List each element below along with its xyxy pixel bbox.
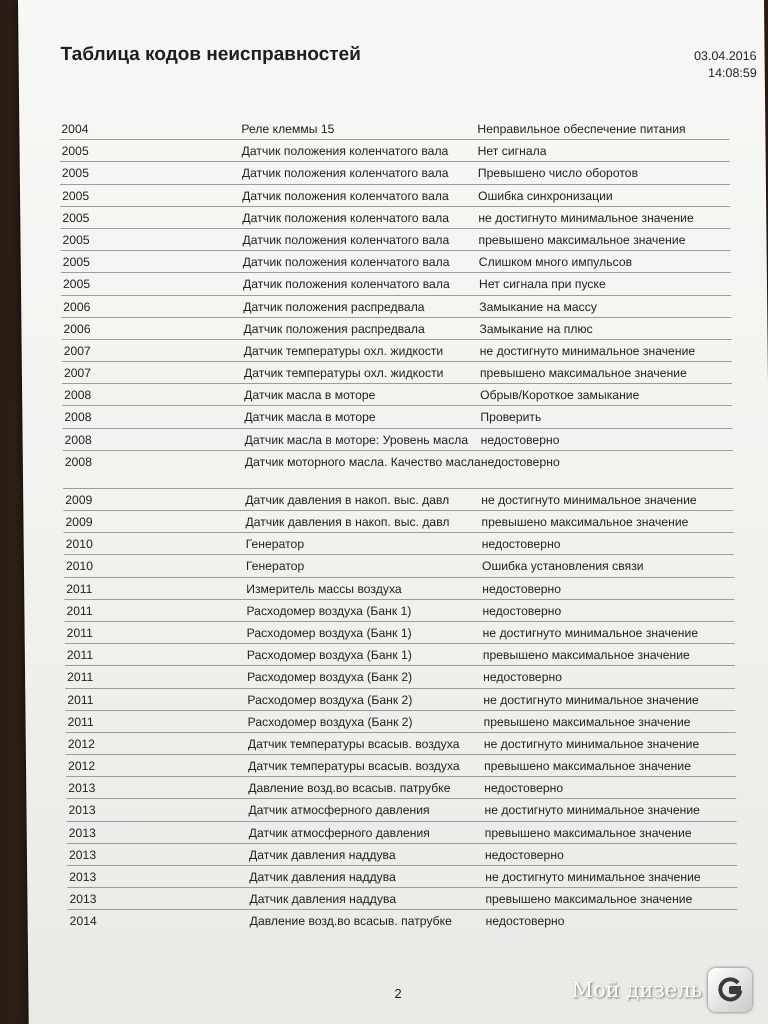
table-row [65,689,735,711]
fault-code: 2009 [65,492,93,507]
fault-code: 2011 [66,625,93,640]
table-row [65,711,735,733]
fault-description: Ошибка установления связи [481,559,644,574]
table-row [64,533,734,555]
table-row [67,844,737,866]
fault-code: 2014 [69,914,97,929]
fault-code: 2010 [65,537,93,552]
component-name: Датчик давления в накоп. выс. давл [245,515,450,529]
fault-description: превышено максимальное значение [479,366,687,381]
component-name: Датчик давления в накоп. выс. давл [245,492,450,507]
component-name: Расходомер воздуха (Банк 2) [247,692,413,707]
table-row [67,822,737,844]
table-row [60,185,730,207]
fault-code: 2013 [68,781,96,796]
component-name: Датчик температуры всасыв. воздуха [247,759,460,774]
fault-description: Слишком много импульсов [478,255,633,270]
table-row [64,600,734,622]
component-name: Датчик атмосферного давления [248,825,430,840]
fault-code: 2008 [64,410,92,425]
fault-description: недостоверно [483,670,563,685]
table-row [66,755,736,777]
fault-code-table [59,118,738,933]
table-row [59,118,729,140]
fault-description: Замыкание на массу [479,299,597,314]
watermark-text: Мой дизель [571,978,702,1002]
component-name: Генератор [245,537,305,552]
fault-code: 2005 [61,188,90,203]
fault-description: не достигнуто минимальное значение [482,625,699,640]
fault-code: 2011 [66,603,93,618]
component-name: Расходомер воздуха (Банк 2) [247,714,413,729]
fault-description: превышено максимальное значение [481,515,689,529]
print-timestamp [694,48,757,82]
component-name: Расходомер воздуха (Банк 1) [246,648,412,663]
fault-description: превышено максимальное значение [483,759,692,774]
table-row [61,273,731,295]
fault-description: недостоверно [484,847,564,862]
fault-description: Ошибка синхронизации [477,188,613,203]
component-name: Датчик температуры всасыв. воздуха [247,736,460,751]
table-row [59,140,729,162]
table-row [61,318,731,340]
fault-description: не достигнуто минимальное значение [479,343,696,358]
fault-code: 2011 [66,581,93,596]
print-date: 03.04.2016 [693,49,757,63]
table-row [61,296,731,318]
fault-description: недостоверно [482,603,562,618]
page-number: 2 [394,986,402,1001]
fault-code: 2008 [64,454,93,469]
component-name: Датчик положения коленчатого вала [242,277,450,292]
component-name: Датчик положения коленчатого вала [241,144,449,159]
component-name: Датчик положения распредвала [243,299,425,314]
component-name: Давление возд.во всасыв. патрубке [249,914,452,929]
fault-code: 2005 [62,255,90,270]
fault-code: 2009 [65,515,93,529]
watermark [572,968,752,1012]
fault-code: 2005 [62,277,91,292]
fault-description: не достигнуто минимальное значение [483,736,700,751]
fault-code: 2005 [61,166,90,181]
fault-code: 2013 [68,847,97,862]
component-name: Датчик положения коленчатого вала [242,232,450,247]
fault-description: превышено максимальное значение [482,648,690,663]
page-title: Таблица кодов неисправностей [60,44,361,65]
table-row [63,451,733,489]
table-row [60,162,730,184]
table-row [62,340,732,362]
fault-code: 2008 [64,388,92,403]
fault-description: не достигнуто минимальное значение [483,692,699,707]
table-row [62,406,732,428]
component-name: Датчик положения коленчатого вала [242,255,450,270]
fault-description: Неправильное обеспечение питания [477,122,686,136]
component-name: Датчик атмосферного давления [248,803,430,818]
table-row [67,888,737,910]
fault-description: недостоверно [480,454,560,469]
fault-description: превышено максимальное значение [485,892,693,907]
table-row [63,511,733,533]
table-row [63,489,733,511]
table-row [67,866,737,888]
component-name: Измеритель массы воздуха [246,581,402,596]
fault-description: Замыкание на плюс [479,321,593,336]
component-name: Давление возд.во всасыв. патрубке [248,781,451,796]
table-row [61,251,731,273]
table-row [66,799,736,821]
table-row [60,207,730,229]
component-name: Датчик температуры охл. жидкости [243,343,444,358]
fault-description: недостоверно [481,537,561,552]
component-name: Датчик положения коленчатого вала [241,188,449,203]
fault-code: 2004 [61,122,89,136]
fault-description: Обрыв/Короткое замыкание [480,388,640,403]
table-row [65,644,735,666]
component-name: Датчик масла в моторе: Уровень масла [244,432,469,447]
table-row [64,555,734,577]
table-row [66,777,736,799]
component-name: Датчик масла в моторе [244,388,376,403]
table-row [66,733,736,755]
fault-description: Проверить [480,410,542,425]
component-name: Датчик давления наддува [248,847,396,862]
document-page [18,0,768,1024]
table-row [68,910,738,932]
component-name: Генератор [245,559,305,574]
fault-description: превышено максимальное значение [484,825,692,840]
fault-description: не достигнуто минимальное значение [481,492,697,507]
component-name: Датчик положения распредвала [243,321,425,336]
fault-description: не достигнуто минимальное значение [484,803,700,818]
component-name: Датчик положения коленчатого вала [242,210,450,225]
component-name: Датчик моторного масла. Качество масла [244,454,481,469]
fault-code: 2013 [68,825,96,840]
fault-description: Нет сигнала [477,144,547,159]
fault-code: 2007 [63,343,91,358]
fault-description: Превышено число оборотов [477,166,639,181]
component-name: Расходомер воздуха (Банк 2) [247,670,413,685]
fault-code: 2013 [68,803,96,818]
fault-code: 2012 [67,759,96,774]
table-row [62,429,732,451]
fault-description: Нет сигнала при пуске [478,277,606,292]
component-name: Датчик положения коленчатого вала [241,166,449,181]
fault-code: 2013 [69,892,97,907]
component-name: Датчик давления наддува [249,892,397,907]
component-name: Датчик температуры охл. жидкости [243,366,444,381]
fault-code: 2005 [62,232,90,247]
fault-description: не достигнуто минимальное значение [485,870,701,884]
fault-code: 2011 [67,692,94,707]
fault-code: 2011 [67,670,94,685]
component-name: Расходомер воздуха (Банк 1) [246,625,412,640]
fault-code: 2006 [63,299,91,314]
fault-code: 2013 [69,870,97,884]
fault-description: превышено максимальное значение [483,714,691,729]
fault-code: 2007 [63,366,92,381]
table-row [62,384,732,406]
component-name: Расходомер воздуха (Банк 1) [246,603,412,618]
fault-code: 2005 [62,210,90,225]
fault-description: превышено максимальное значение [478,232,686,247]
fault-code: 2011 [67,714,94,729]
fault-code: 2006 [63,321,91,336]
print-time: 14:08:59 [708,66,757,80]
fault-code: 2011 [66,648,94,663]
component-name: Датчик давления наддува [249,870,396,884]
fault-description: недостоверно [480,432,560,447]
fault-code: 2012 [67,736,95,751]
fault-description: не достигнуто минимальное значение [478,210,694,225]
component-name: Реле клеммы 15 [241,122,335,136]
table-row [64,578,734,600]
fault-code: 2010 [65,559,94,574]
g-logo-icon [708,968,752,1012]
fault-description: недостоверно [485,914,565,929]
component-name: Датчик масла в моторе [244,410,376,425]
table-row [62,362,732,384]
table-row [65,622,735,644]
table-row [65,666,735,688]
table-row [60,229,730,251]
fault-code: 2008 [64,432,92,447]
fault-description: недостоверно [484,781,564,796]
fault-description: недостоверно [482,581,562,596]
fault-code: 2005 [61,144,89,159]
